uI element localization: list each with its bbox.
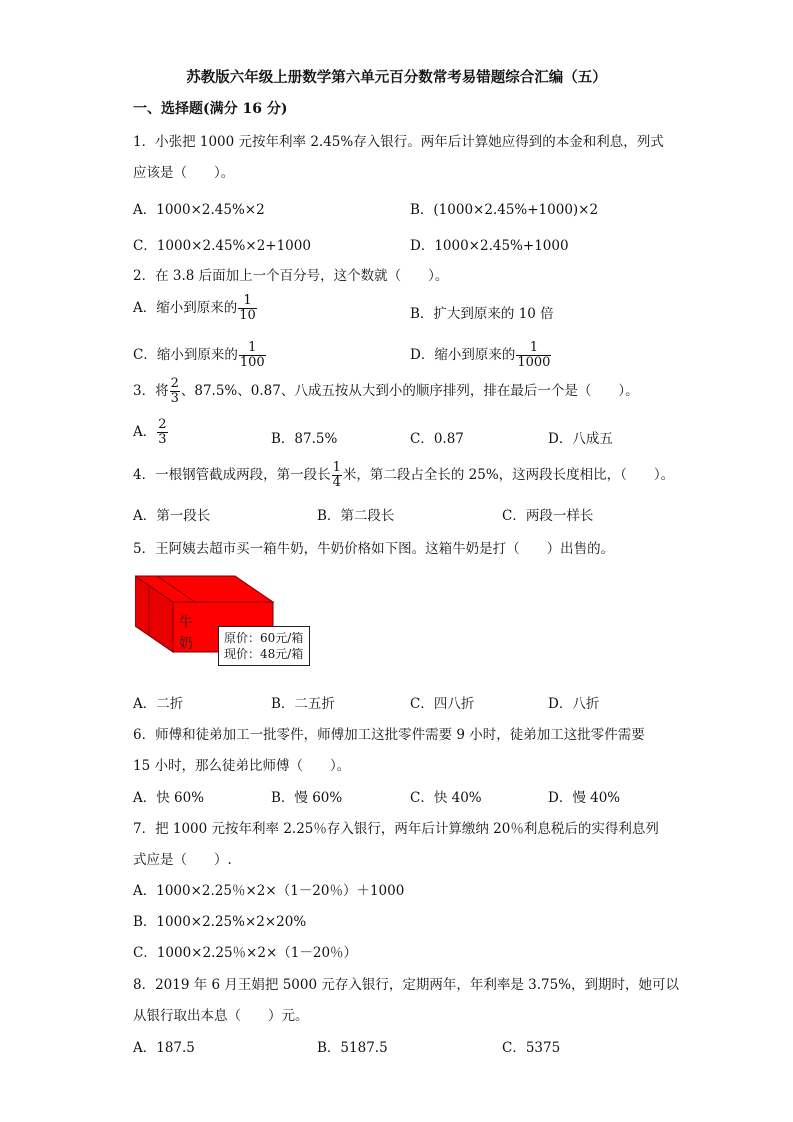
q4-stem: 4．一根钢管截成两段，第一段长 $\frac{1}{4}$ 米，第二段占全长的 25%，这两段长度相比，（ ）。: [133, 460, 675, 490]
q2-option-a[interactable]: [133, 294, 258, 323]
q3-option-a-fraction: $\frac{2}{3}$: [158, 417, 167, 447]
q2-option-d-fraction: $\frac{1}{1000}$: [517, 340, 551, 370]
q6-stem-line1: 6．师傅和徒弟加工一批零件，师傅加工这批零件需要 9 小时，徒弟加工这批零件需要: [133, 727, 645, 743]
q2-stem: 2．在 3.8 后面加上一个百分号，这个数就（ ）。: [133, 268, 449, 284]
q3-option-b[interactable]: B．87.5%: [271, 431, 338, 447]
price-tag: [218, 626, 310, 666]
q3-option-a[interactable]: A． $\frac{2}{3}$: [133, 417, 167, 447]
price-current: 现价：48元/箱: [224, 647, 304, 661]
q6-stem-line2: 15 小时，那么徒弟比师傅（ ）。: [133, 758, 351, 774]
q1-option-b[interactable]: B．(1000×2.45%+1000)×2: [410, 202, 599, 218]
q8-option-b[interactable]: B．5187.5: [317, 1040, 388, 1056]
q6-option-b[interactable]: B．慢 60%: [271, 790, 343, 806]
q3-stem: 3．将 $\frac{2}{3}$ 、87.5%、0.87、八成五按从大到小的顺序排列，排在最后一个是（ ）。: [133, 376, 639, 406]
milk-label-char-2: 奶: [179, 636, 193, 652]
q2-option-d-text: D．缩小到原来的: [410, 347, 516, 363]
q4-option-b[interactable]: B．第二段长: [317, 508, 395, 524]
q8-option-c[interactable]: C．5375: [502, 1040, 561, 1056]
q5-stem: 5．王阿姨去超市买一箱牛奶，牛奶价格如下图。这箱牛奶是打（ ）出售的。: [133, 541, 615, 557]
q1-option-c[interactable]: C．1000×2.45%×2+1000: [133, 238, 311, 254]
q8-stem-line1: 8．2019 年 6 月王娟把 5000 元存入银行，定期两年，年利率是 3.75%，到期时，她可以: [133, 977, 680, 993]
q6-option-d[interactable]: D．慢 40%: [548, 790, 621, 806]
price-original: 原价：60元/箱: [224, 631, 304, 645]
milk-label-char-1: 牛: [179, 615, 193, 631]
q6-option-c[interactable]: C．快 40%: [410, 790, 482, 806]
q2-option-a-text: A．缩小到原来的: [133, 300, 238, 316]
q7-stem-line2: 式应是（ ）.: [133, 852, 232, 868]
q8-stem-line2: 从银行取出本息（ ）元。: [133, 1008, 309, 1024]
q1-option-a[interactable]: A．1000×2.45%×2: [133, 202, 265, 218]
q5-option-c[interactable]: C．四八折: [410, 696, 475, 712]
section-heading: 一、选择题(满分 16 分): [133, 101, 288, 117]
q7-stem-line1: 7．把 1000 元按年利率 2.25％存入银行，两年后计算缴纳 20％利息税后的实得利息列: [133, 821, 659, 837]
q5-option-a[interactable]: A．二折: [133, 696, 184, 712]
q6-option-a[interactable]: A．快 60%: [133, 790, 205, 806]
q3-option-d[interactable]: D．八成五: [548, 431, 613, 447]
q5-option-b[interactable]: B．二五折: [271, 696, 335, 712]
q7-option-c[interactable]: C．1000×2.25％×2×（1－20％）: [133, 945, 358, 961]
q4-option-c[interactable]: C．两段一样长: [502, 508, 594, 524]
q1-option-d[interactable]: D．1000×2.45%+1000: [410, 238, 569, 254]
q2-option-c-fraction: $\frac{1}{100}$: [239, 340, 265, 370]
q2-option-c-text: C．缩小到原来的: [133, 347, 238, 363]
q4-option-a[interactable]: A．第一段长: [133, 508, 211, 524]
q2-option-a-fraction: $\frac{1}{10}$: [239, 293, 256, 323]
q3-option-c[interactable]: C．0.87: [410, 431, 464, 447]
q1-stem-line1: 1．小张把 1000 元按年利率 2.45%存入银行。两年后计算她应得到的本金和利息，列式: [133, 134, 664, 150]
q5-option-d[interactable]: D．八折: [548, 696, 600, 712]
q2-option-d[interactable]: [410, 341, 552, 370]
q1-stem-line2: 应该是（ ）。: [133, 165, 235, 181]
q8-option-a[interactable]: A．187.5: [133, 1040, 195, 1056]
page-title: 苏教版六年级上册数学第六单元百分数常考易错题综合汇编（五）: [186, 69, 607, 86]
q7-option-b[interactable]: B．1000×2.25%×2×20%: [133, 914, 307, 930]
q4-fraction: $\frac{1}{4}$: [332, 460, 341, 490]
q2-option-b[interactable]: B．扩大到原来的 10 倍: [410, 306, 554, 322]
q7-option-a[interactable]: A．1000×2.25％×2×（1－20％）＋1000: [133, 883, 405, 899]
q3-fraction: $\frac{2}{3}$: [170, 376, 179, 406]
q2-option-c[interactable]: [133, 341, 267, 370]
